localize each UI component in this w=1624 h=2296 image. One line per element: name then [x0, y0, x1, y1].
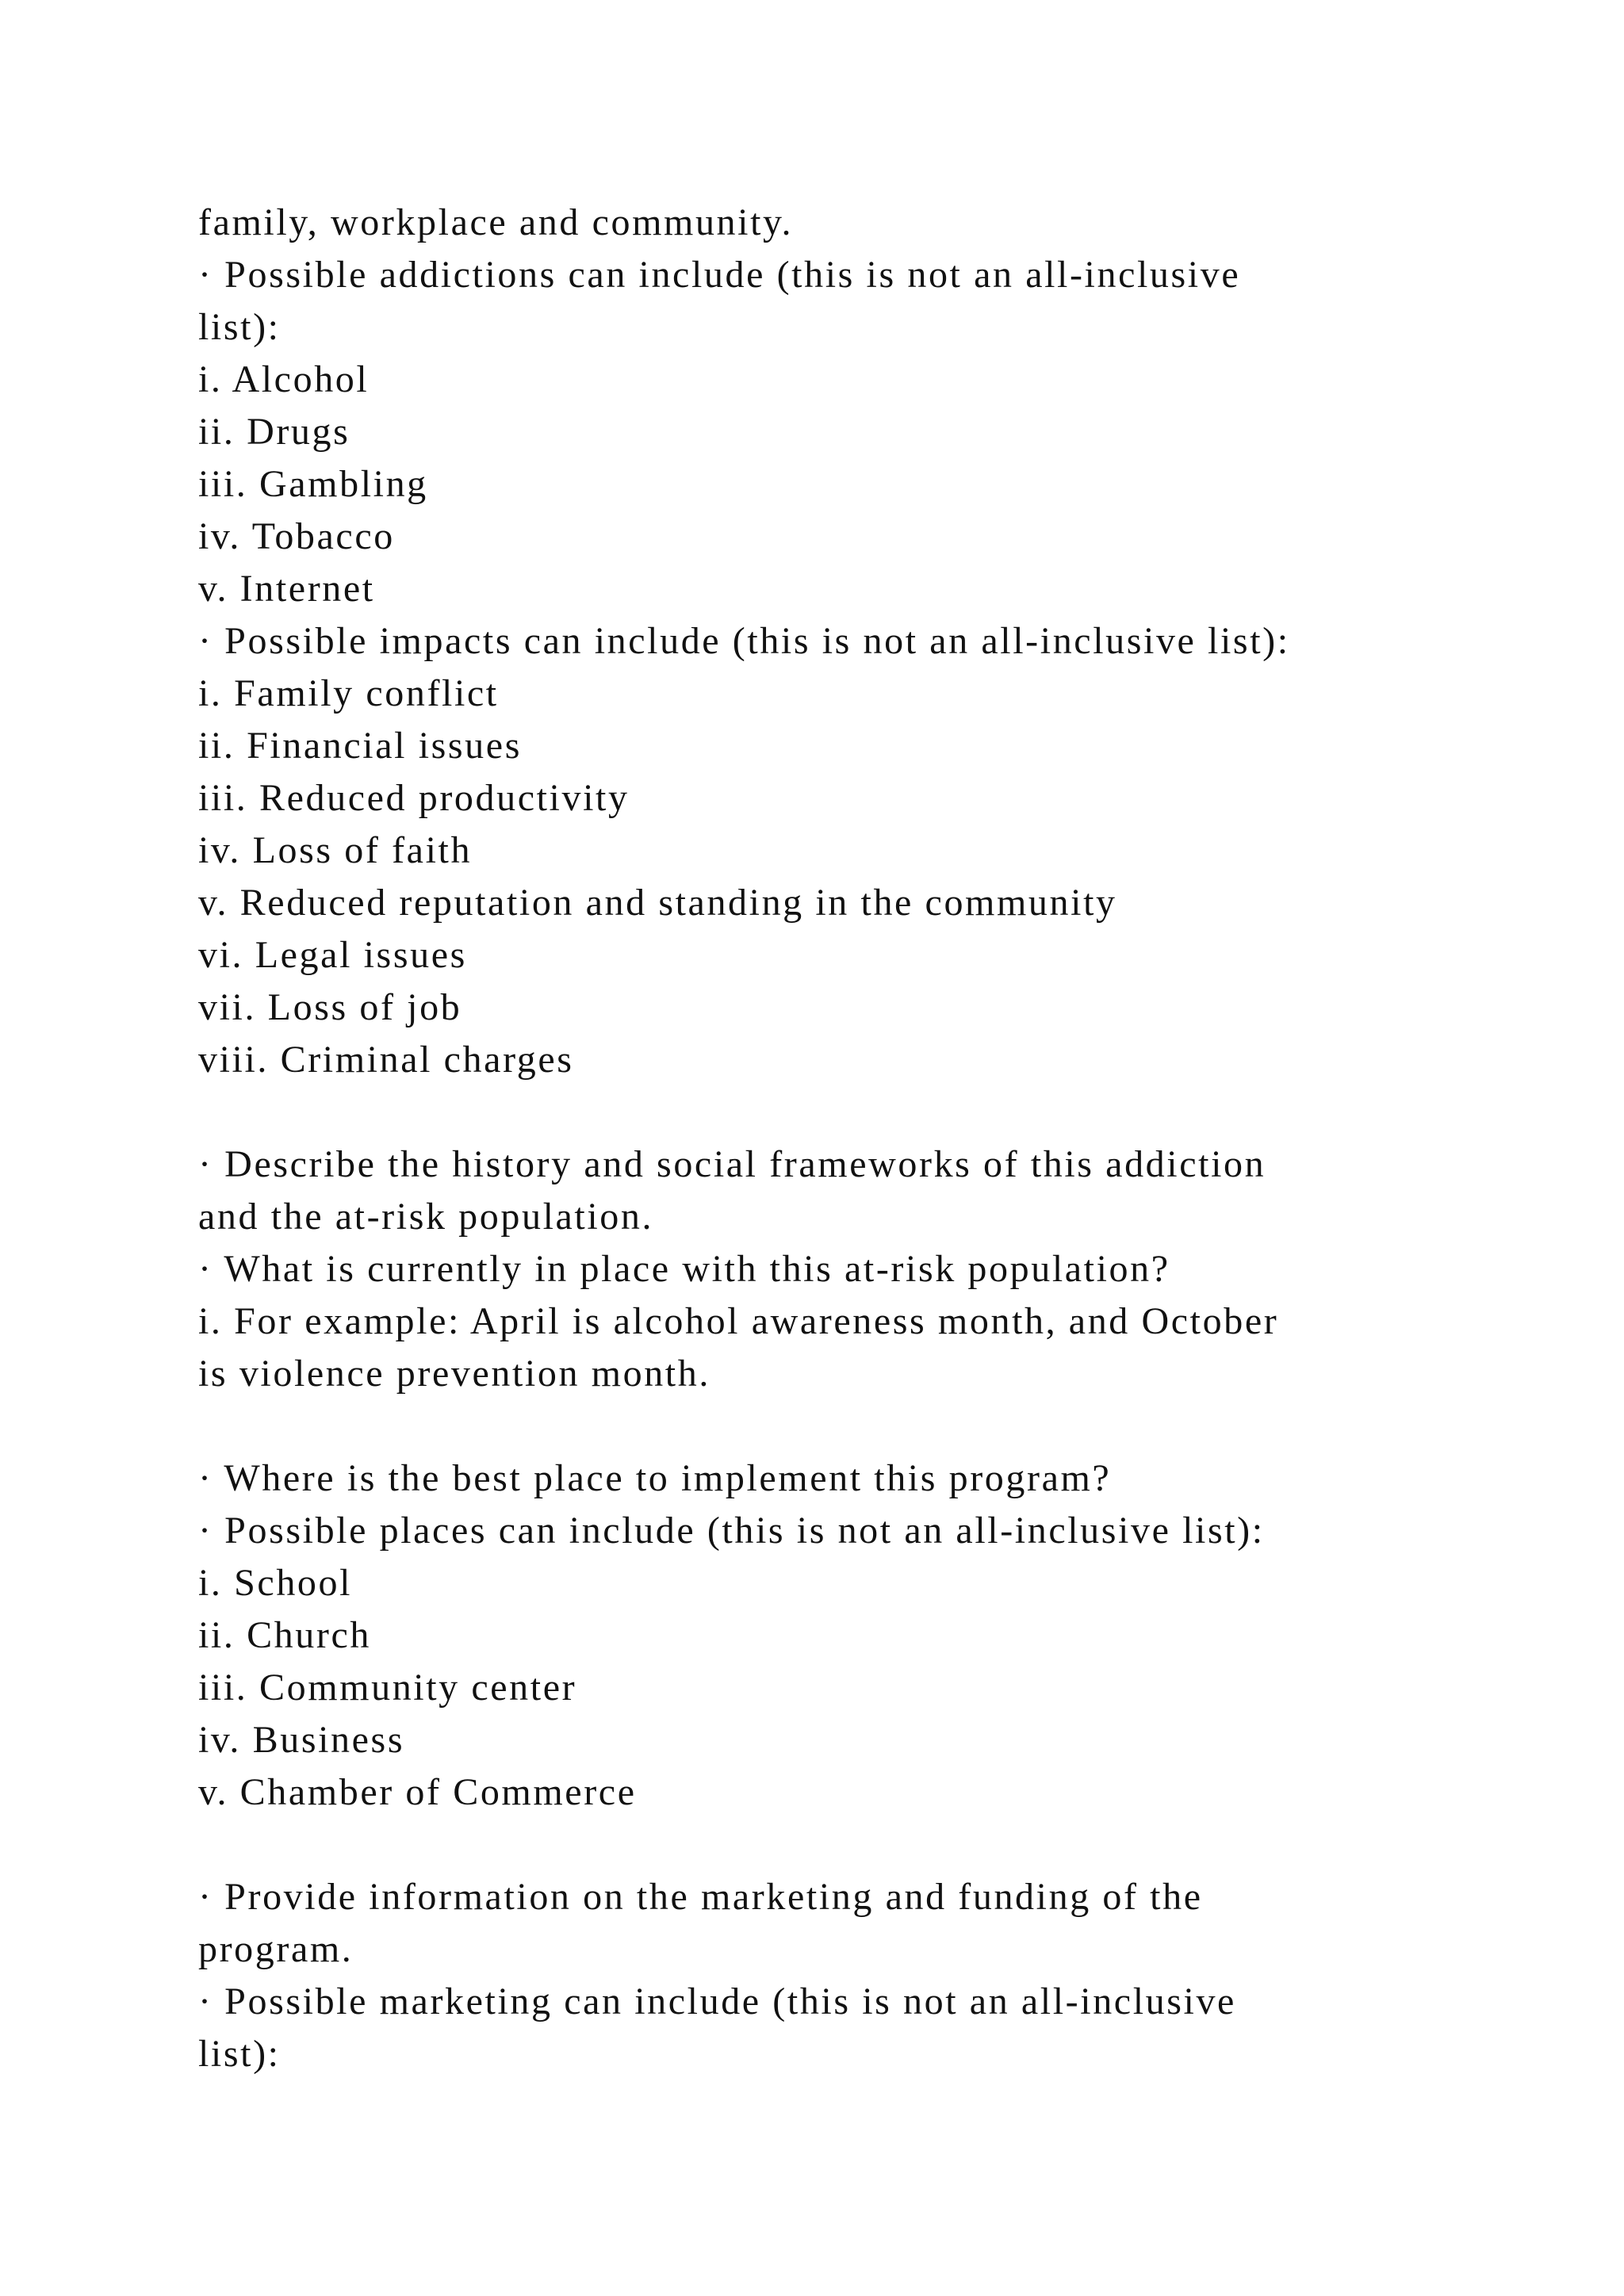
- text-line: iv. Business: [198, 1719, 405, 1761]
- text-line: vii. Loss of job: [198, 986, 462, 1028]
- text-line: · Provide information on the marketing and funding of the: [198, 1876, 1203, 1918]
- text-line: and the at-risk population.: [198, 1196, 654, 1238]
- text-line: i. For example: April is alcohol awareness month, and October: [198, 1300, 1279, 1342]
- document-body: [198, 197, 1562, 2080]
- text-line: · Where is the best place to implement this program?: [198, 1457, 1112, 1499]
- text-line: · Possible impacts can include (this is not an all-inclusive list):: [198, 620, 1290, 662]
- text-line: · Possible marketing can include (this is not an all-inclusive: [198, 1980, 1236, 2022]
- text-line: · Possible addictions can include (this is not an all-inclusive: [198, 254, 1241, 296]
- text-line: v. Chamber of Commerce: [198, 1771, 637, 1813]
- text-line: list):: [198, 2033, 281, 2075]
- text-line: program.: [198, 1928, 354, 1970]
- text-line: iv. Tobacco: [198, 515, 395, 557]
- text-line: ii. Financial issues: [198, 725, 522, 767]
- text-line: · Describe the history and social frameworks of this addiction: [198, 1143, 1266, 1185]
- text-line: ii. Drugs: [198, 411, 350, 453]
- text-line: ii. Church: [198, 1614, 371, 1656]
- text-line: family, workplace and community.: [198, 201, 794, 243]
- text-line: iii. Gambling: [198, 463, 428, 505]
- text-line: iii. Reduced productivity: [198, 777, 630, 819]
- text-line: i. Alcohol: [198, 358, 370, 400]
- text-line: is violence prevention month.: [198, 1353, 710, 1395]
- blank-line: [198, 1819, 1562, 1871]
- text-line: · Possible places can include (this is not an all-inclusive list):: [198, 1510, 1265, 1552]
- text-line: viii. Criminal charges: [198, 1039, 574, 1081]
- text-line: vi. Legal issues: [198, 934, 467, 976]
- text-line: iii. Community center: [198, 1667, 577, 1709]
- blank-line: [198, 1400, 1562, 1452]
- text-line: v. Internet: [198, 568, 375, 610]
- text-line: iv. Loss of faith: [198, 829, 473, 871]
- text-line: list):: [198, 306, 281, 348]
- text-line: v. Reduced reputation and standing in the community: [198, 882, 1117, 924]
- blank-line: [198, 1086, 1562, 1138]
- text-line: · What is currently in place with this at-risk population?: [198, 1248, 1170, 1290]
- text-line: i. Family conflict: [198, 672, 499, 714]
- text-line: i. School: [198, 1562, 353, 1604]
